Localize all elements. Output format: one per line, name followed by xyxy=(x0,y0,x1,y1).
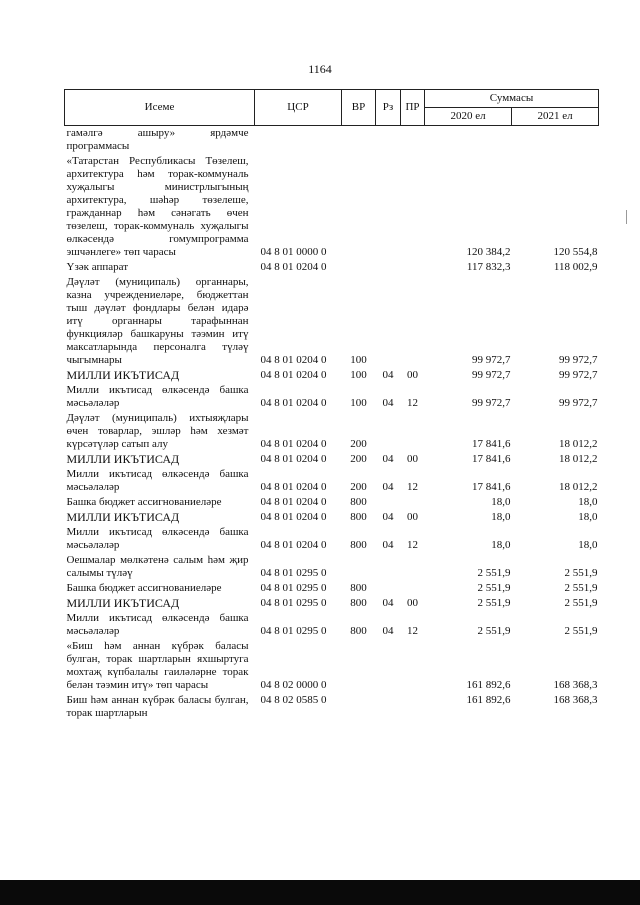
row-value-2020: 161 892,6 xyxy=(466,694,511,706)
row-name: Дәүләт (муниципаль) органнары, казна учреждениеләре, бюджеттан тыш дәүләт фондлары белән идарә итү органнары тарафыннан функцияләр башкаруны тәэмин итү максатларында персоналга түләү чыгымнары xyxy=(66,276,249,366)
row-value-2021: 2 551,9 xyxy=(564,625,598,637)
table-row xyxy=(65,275,599,368)
table-row xyxy=(65,452,599,467)
row-csr: 04 8 01 0204 0 xyxy=(260,511,327,523)
row-rz: 04 xyxy=(382,481,394,493)
row-vr: 800 xyxy=(350,582,367,594)
row-rz xyxy=(376,260,401,275)
row-value-2020: 17 841,6 xyxy=(472,481,511,493)
row-value-2021: 18 012,2 xyxy=(559,481,598,493)
row-vr: 200 xyxy=(350,453,367,465)
row-vr xyxy=(342,553,376,581)
row-vr: 100 xyxy=(350,354,367,366)
header-rz: Рз xyxy=(376,90,401,126)
row-csr: 04 8 01 0295 0 xyxy=(260,625,327,637)
row-name: МИЛЛИ ИКЪТИСАД xyxy=(66,368,180,382)
header-year-2021: 2021 ел xyxy=(512,108,599,126)
row-value-2020: 18,0 xyxy=(491,511,511,523)
row-value-2021: 18,0 xyxy=(578,511,598,523)
row-csr: 04 8 01 0204 0 xyxy=(260,369,327,381)
table-row xyxy=(65,693,599,721)
row-value-2020: 18,0 xyxy=(491,539,511,551)
row-vr: 800 xyxy=(350,597,367,609)
row-pr xyxy=(401,553,425,581)
row-rz: 04 xyxy=(382,369,394,381)
row-value-2020: 2 551,9 xyxy=(477,597,511,609)
row-name: Милли икътисад өлкәсендә башка мәсьәләләр xyxy=(66,612,249,637)
row-value-2021: 18 012,2 xyxy=(559,453,598,465)
row-value-2020: 17 841,6 xyxy=(472,438,511,450)
row-vr xyxy=(342,154,376,260)
row-csr: 04 8 02 0585 0 xyxy=(260,694,327,706)
row-name: Үзәк аппарат xyxy=(66,261,129,273)
header-sums: Суммасы xyxy=(425,90,599,108)
row-csr: 04 8 01 0295 0 xyxy=(260,582,327,594)
row-vr xyxy=(342,260,376,275)
row-value-2021: 168 368,3 xyxy=(553,694,598,706)
row-name: МИЛЛИ ИКЪТИСАД xyxy=(66,510,180,524)
row-vr xyxy=(342,693,376,721)
row-pr xyxy=(401,154,425,260)
row-vr: 200 xyxy=(350,438,367,450)
table-row xyxy=(65,368,599,383)
row-vr: 800 xyxy=(350,625,367,637)
row-value-2020: 2 551,9 xyxy=(477,567,511,579)
row-rz xyxy=(376,639,401,693)
row-vr: 200 xyxy=(350,481,367,493)
row-rz xyxy=(376,693,401,721)
table-row xyxy=(65,639,599,693)
row-csr: 04 8 01 0204 0 xyxy=(260,481,327,493)
row-rz: 04 xyxy=(382,597,394,609)
row-pr: 00 xyxy=(407,453,418,465)
row-pr: 12 xyxy=(407,625,418,637)
row-name: МИЛЛИ ИКЪТИСАД xyxy=(66,596,180,610)
row-pr xyxy=(401,126,425,155)
row-name: Милли икътисад өлкәсендә башка мәсьәләләр xyxy=(66,384,249,409)
row-pr xyxy=(401,411,425,452)
row-value-2020: 99 972,7 xyxy=(472,354,511,366)
row-vr xyxy=(342,639,376,693)
row-pr: 00 xyxy=(407,511,418,523)
row-value-2020: 161 892,6 xyxy=(466,679,511,691)
row-csr: 04 8 01 0204 0 xyxy=(260,397,327,409)
row-value-2021: 18 012,2 xyxy=(559,438,598,450)
row-vr: 100 xyxy=(350,369,367,381)
row-name: Башка бюджет ассигнованиеләре xyxy=(66,496,222,508)
row-value-2020 xyxy=(425,126,512,155)
table-row xyxy=(65,467,599,495)
row-rz xyxy=(376,154,401,260)
row-vr: 800 xyxy=(350,511,367,523)
row-pr: 00 xyxy=(407,369,418,381)
row-rz xyxy=(376,275,401,368)
header-name: Исеме xyxy=(65,90,255,126)
scan-bottom-border xyxy=(0,880,640,905)
row-value-2020: 2 551,9 xyxy=(477,625,511,637)
row-value-2021: 120 554,8 xyxy=(553,246,598,258)
page-number: 1164 xyxy=(308,62,332,76)
row-value-2020: 17 841,6 xyxy=(472,453,511,465)
row-name: Милли икътисад өлкәсендә башка мәсьәләләр xyxy=(66,468,249,493)
row-name: Дәүләт (муниципаль) ихтыяҗлары өчен товарлар, эшләр һәм хезмәт күрсәтүләр сатып алу xyxy=(66,412,249,450)
row-csr: 04 8 01 0204 0 xyxy=(260,261,327,273)
header-vr: ВР xyxy=(342,90,376,126)
row-csr: 04 8 01 0295 0 xyxy=(260,597,327,609)
row-value-2020: 2 551,9 xyxy=(477,582,511,594)
budget-table xyxy=(64,89,599,721)
row-name: Милли икътисад өлкәсендә башка мәсьәләләр xyxy=(66,526,249,551)
row-rz: 04 xyxy=(382,511,394,523)
row-value-2021: 99 972,7 xyxy=(559,369,598,381)
table-row xyxy=(65,411,599,452)
row-value-2020: 99 972,7 xyxy=(472,369,511,381)
row-rz: 04 xyxy=(382,625,394,637)
row-csr: 04 8 01 0204 0 xyxy=(260,453,327,465)
row-csr: 04 8 01 0295 0 xyxy=(260,567,327,579)
table-row xyxy=(65,596,599,611)
table-row xyxy=(65,611,599,639)
row-pr xyxy=(401,581,425,596)
table-row xyxy=(65,126,599,155)
row-value-2021: 2 551,9 xyxy=(564,567,598,579)
row-name: «Биш һәм аннан күбрәк баласы булган, торак шартларын яхшыртуга мохтаҗ күпбалалы гаиләләрне торак белән тәэмин итү» төп чарасы xyxy=(66,640,249,691)
row-rz: 04 xyxy=(382,539,394,551)
row-name: МИЛЛИ ИКЪТИСАД xyxy=(66,452,180,466)
row-value-2021: 18,0 xyxy=(578,539,598,551)
row-value-2021: 99 972,7 xyxy=(559,397,598,409)
row-pr xyxy=(401,693,425,721)
table-row xyxy=(65,510,599,525)
row-value-2021: 118 002,9 xyxy=(553,261,598,273)
row-name: Биш һәм аннан күбрәк баласы булган, торак шартларын xyxy=(66,694,249,719)
row-value-2021: 99 972,7 xyxy=(559,354,598,366)
table-row xyxy=(65,154,599,260)
row-pr: 12 xyxy=(407,539,418,551)
table-row xyxy=(65,581,599,596)
row-pr xyxy=(401,275,425,368)
row-rz: 04 xyxy=(382,397,394,409)
row-csr: 04 8 01 0204 0 xyxy=(260,496,327,508)
header-pr: ПР xyxy=(401,90,425,126)
row-pr xyxy=(401,639,425,693)
row-csr: 04 8 01 0204 0 xyxy=(260,539,327,551)
table-body xyxy=(65,126,599,722)
row-name: гамәлгә ашыру» ярдәмче программасы xyxy=(66,127,249,152)
row-value-2021: 168 368,3 xyxy=(553,679,598,691)
scan-edge-mark xyxy=(626,210,631,224)
row-value-2020: 120 384,2 xyxy=(466,246,511,258)
row-value-2020: 99 972,7 xyxy=(472,397,511,409)
row-csr: 04 8 01 0204 0 xyxy=(260,438,327,450)
row-name: Оешмалар мөлкәтенә салым һәм җир салымы түләү xyxy=(66,554,249,579)
table-row xyxy=(65,260,599,275)
row-value-2020: 18,0 xyxy=(491,496,511,508)
row-rz xyxy=(376,495,401,510)
row-pr xyxy=(401,495,425,510)
row-vr: 800 xyxy=(350,539,367,551)
row-value-2021: 18,0 xyxy=(578,496,598,508)
row-csr: 04 8 01 0204 0 xyxy=(260,354,327,366)
row-csr: 04 8 02 0000 0 xyxy=(260,679,327,691)
row-vr xyxy=(342,126,376,155)
row-value-2021: 2 551,9 xyxy=(564,597,598,609)
row-csr: 04 8 01 0000 0 xyxy=(260,246,327,258)
row-value-2021: 2 551,9 xyxy=(564,582,598,594)
row-vr: 100 xyxy=(350,397,367,409)
header-year-2020: 2020 ел xyxy=(425,108,512,126)
table-row xyxy=(65,383,599,411)
row-rz: 04 xyxy=(382,453,394,465)
row-name: Башка бюджет ассигнованиеләре xyxy=(66,582,222,594)
row-rz xyxy=(376,581,401,596)
header-csr: ЦСР xyxy=(255,90,342,126)
row-name: «Татарстан Республикасы Төзелеш, архитектура һәм торак-коммуналь хуҗалыгы министрлыгының архитектура, шәһәр төзелеше, гражданнар һәм сәнәгать өчен төзелеш, торак-коммуналь хуҗалыгы өлкәсендә гомумпрограмма эшчәнлеге» төп чарасы xyxy=(66,155,249,258)
row-csr xyxy=(255,126,342,155)
row-pr: 12 xyxy=(407,481,418,493)
table-row xyxy=(65,495,599,510)
row-pr xyxy=(401,260,425,275)
row-vr: 800 xyxy=(350,496,367,508)
row-value-2020: 117 832,3 xyxy=(466,261,511,273)
row-rz xyxy=(376,126,401,155)
row-rz xyxy=(376,553,401,581)
row-value-2021 xyxy=(512,126,599,155)
row-pr: 00 xyxy=(407,597,418,609)
table-row xyxy=(65,525,599,553)
row-pr: 12 xyxy=(407,397,418,409)
row-rz xyxy=(376,411,401,452)
table-row xyxy=(65,553,599,581)
